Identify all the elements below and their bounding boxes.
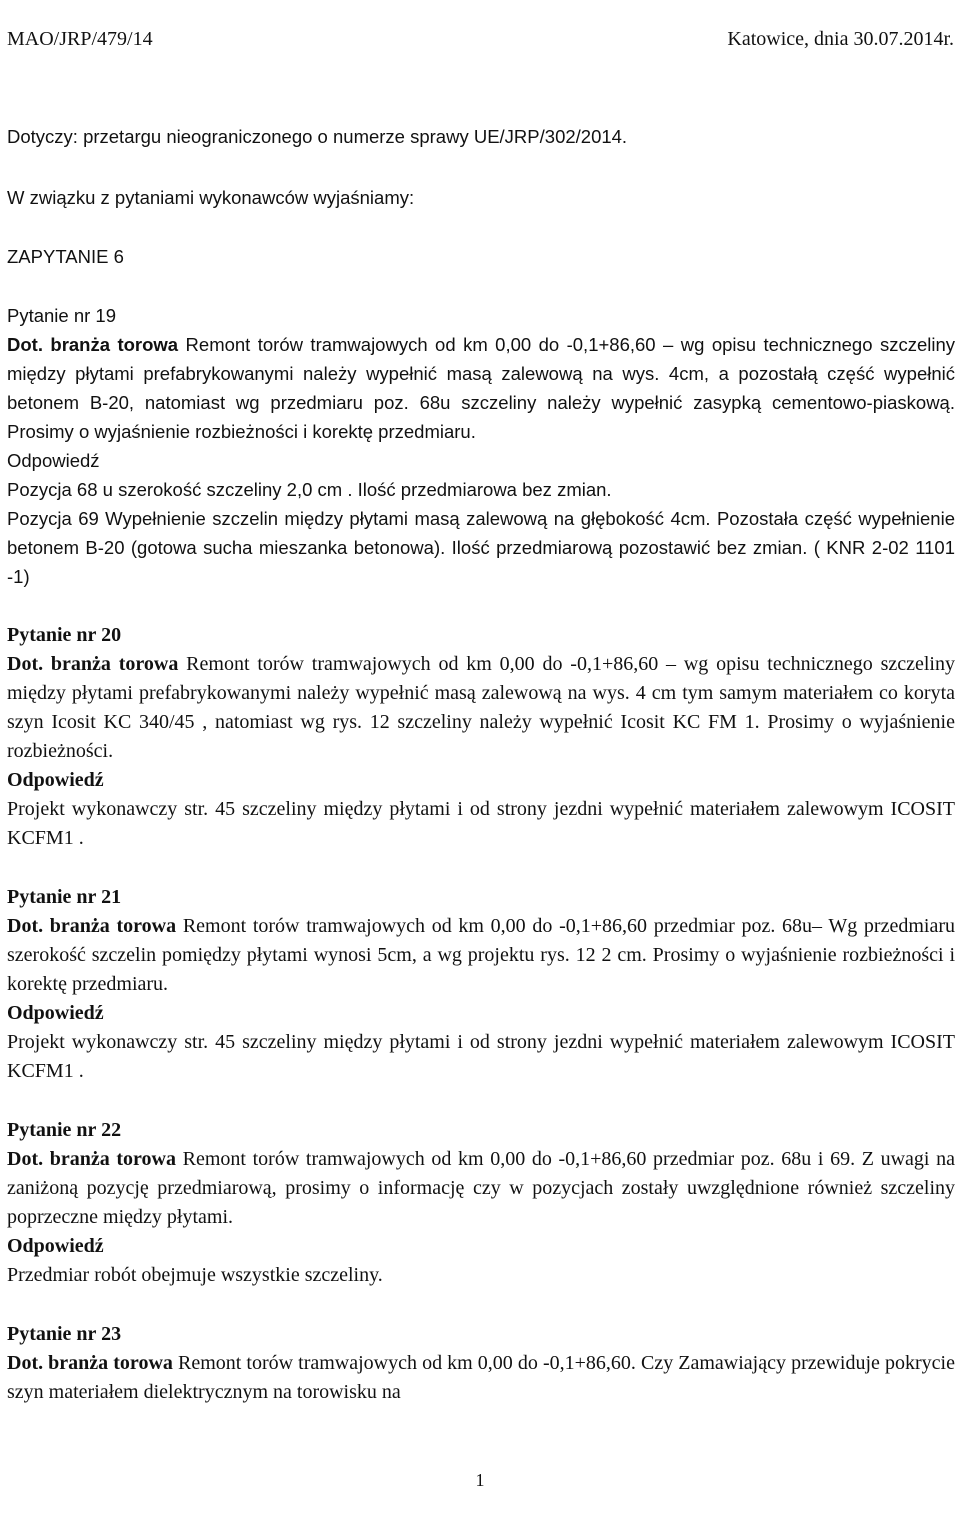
answer-line: Projekt wykonawczy str. 45 szczeliny między płytami i od strony jezdni wypełnić materiałem zalewowym ICOSIT KCFM1 . <box>7 1031 955 1082</box>
letter-date: Katowice, dnia 30.07.2014r. <box>727 28 954 50</box>
question-block <box>7 1320 955 1407</box>
question-body: Remont torów tramwajowych od km 0,00 do -0,1+86,60. Czy Zamawiający przewiduje pokrycie szyn materiałem dielektrycznym na torowisku na <box>7 1352 955 1403</box>
question-title: Pytanie nr 20 <box>7 624 122 646</box>
question-text <box>7 1145 955 1232</box>
question-body: Remont torów tramwajowych od km 0,00 do -0,1+86,60 przedmiar poz. 68u i 69. Z uwagi na zaniżoną pozycję przedmiarową, prosimy o informację czy w pozycjach zostały uwzględnione również szczeliny poprzeczne między płytami. <box>7 1148 955 1228</box>
answer-label: Odpowiedź <box>7 769 104 791</box>
letter-body <box>7 122 955 1407</box>
question-body: Remont torów tramwajowych od km 0,00 do -0,1+86,60 przedmiar poz. 68u– Wg przedmiaru szerokość szczelin pomiędzy płytami wynosi 5cm, a wg projektu rys. 12 2 cm. Prosimy o wyjaśnienie rozbieżności i korektę przedmiaru. <box>7 915 955 995</box>
answer-label: Odpowiedź <box>7 1235 104 1257</box>
answer-line: Pozycja 69 Wypełnienie szczelin między płytami masą zalewową na głębokość 4cm. Pozostała część wypełnienie betonem B-20 (gotowa sucha mieszanka betonowa). Ilość przedmiarową pozostawić bez zmian. ( KNR 2-02 1101 -1) <box>7 508 955 587</box>
answer-label: Odpowiedź <box>7 450 100 471</box>
question-block <box>7 883 955 1086</box>
question-body: Remont torów tramwajowych od km 0,00 do -0,1+86,60 – wg opisu technicznego szczeliny między płytami prefabrykowanymi należy wypełnić masą zalewową na wys. 4cm, a pozostałą część wypełnić betonem B-20, natomiast wg przedmiaru poz. 68u szczeliny należy wypełnić zasypką cementowo-piaskową. Prosimy o wyjaśnienie rozbieżności i korektę przedmiaru. <box>7 334 955 442</box>
answer-line: Projekt wykonawczy str. 45 szczeliny między płytami i od strony jezdni wypełnić materiałem zalewowym ICOSIT KCFM1 . <box>7 798 955 849</box>
question-lead: Dot. branża torowa <box>7 915 177 937</box>
section-title: ZAPYTANIE 6 <box>7 246 124 267</box>
question-text <box>7 912 955 999</box>
answer-line: Pozycja 68 u szerokość szczeliny 2,0 cm . Ilość przedmiarowa bez zmian. <box>7 479 612 500</box>
question-title: Pytanie nr 22 <box>7 1119 122 1141</box>
question-text <box>7 650 955 766</box>
subject-line: Dotyczy: przetargu nieograniczonego o numerze sprawy UE/JRP/302/2014. <box>7 126 628 147</box>
question-lead: Dot. branża torowa <box>7 653 179 675</box>
answer-line: Przedmiar robót obejmuje wszystkie szczeliny. <box>7 1264 383 1286</box>
question-text <box>7 1349 955 1407</box>
question-lead: Dot. branża torowa <box>7 1148 176 1170</box>
question-block <box>7 621 955 853</box>
question-lead: Dot. branża torowa <box>7 1352 173 1374</box>
question-title: Pytanie nr 19 <box>7 305 117 326</box>
question-lead: Dot. branża torowa <box>7 334 179 355</box>
reference-number: MAO/JRP/479/14 <box>7 28 153 50</box>
intro-line: W związku z pytaniami wykonawców wyjaśniamy: <box>7 187 415 208</box>
question-title: Pytanie nr 21 <box>7 886 122 908</box>
question-block <box>7 301 955 591</box>
question-body: Remont torów tramwajowych od km 0,00 do -0,1+86,60 – wg opisu technicznego szczeliny między płytami prefabrykowanymi należy wypełnić masą zalewową na wys. 4 cm tym samym materiałem co koryta szyn Icosit KC 340/45 , natomiast wg rys. 12 szczeliny należy wypełnić Icosit KC FM 1. Prosimy o wyjaśnienie rozbieżności. <box>7 653 955 762</box>
question-title: Pytanie nr 23 <box>7 1323 122 1345</box>
page-number: 1 <box>475 1470 485 1490</box>
answer-label: Odpowiedź <box>7 1002 104 1024</box>
question-text <box>7 330 955 446</box>
letter-header <box>7 28 954 58</box>
question-block <box>7 1116 955 1290</box>
